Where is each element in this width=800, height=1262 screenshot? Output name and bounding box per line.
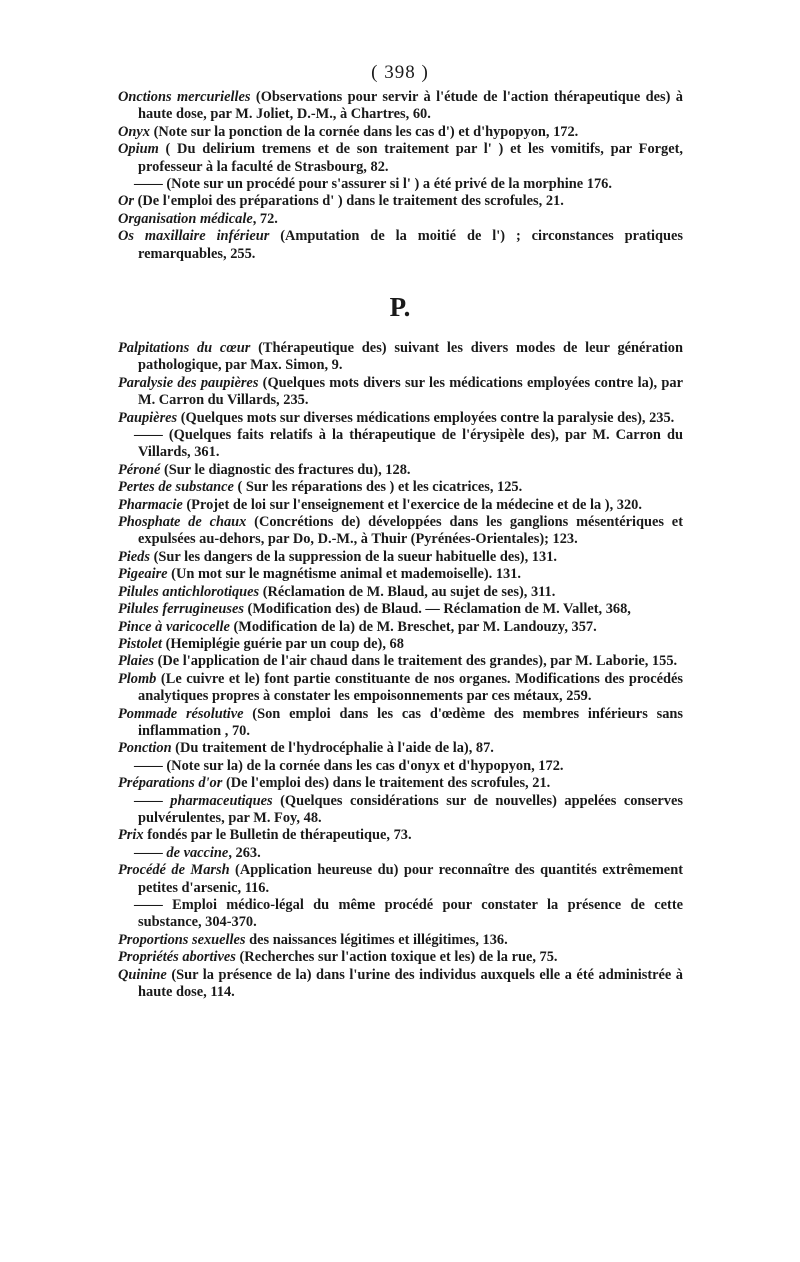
entry-term: Plomb (118, 670, 157, 687)
entry-text: fondés par le Bulletin de thérapeutique, 73. (143, 827, 412, 844)
entry-text: , 263. (228, 844, 261, 861)
index-entry (118, 967, 683, 1002)
index-entry (118, 827, 683, 844)
index-entry (118, 949, 683, 966)
index-entry (118, 427, 683, 462)
entry-term: Onctions mercurielles (118, 89, 251, 105)
entry-term: Or (118, 193, 134, 210)
entry-term: Palpitations du cœur (118, 340, 251, 356)
ditto-dash: —— (134, 427, 163, 444)
entry-text: (Du traitement de l'hydrocéphalie à l'aide de la), 87. (171, 740, 494, 757)
entry-term: Pharmacie (118, 496, 183, 513)
entry-term: de vaccine (166, 844, 229, 861)
index-entry (118, 862, 683, 897)
entry-text: (Son emploi dans les cas d'œdème des membres inférieurs sans inflammation , 70. (138, 705, 683, 739)
entry-term: pharmaceutiques (170, 792, 273, 809)
entry-text: (Quelques mots divers sur les médications employées contre la), par M. Carron du Villards, 235. (138, 374, 683, 409)
entry-term: Plaies (118, 653, 154, 670)
index-entry (118, 375, 683, 410)
index-entry (118, 141, 683, 176)
entry-term: Paupières (118, 409, 178, 426)
index-entry (118, 462, 683, 479)
index-entries-p (118, 340, 683, 1001)
index-entry (118, 932, 683, 949)
entry-text: (Hemiplégie guérie par un coup de), 68 (161, 635, 404, 652)
entry-term: Péroné (118, 461, 161, 478)
index-entry (118, 671, 683, 706)
entry-text: (Sur la présence de la) dans l'urine des individus auxquels elle a été administrée à haute dose, 114. (138, 966, 683, 1001)
entry-text: (Application heureuse du) pour reconnaître des quantités extrêmement petites d'arsenic, 116. (138, 862, 683, 896)
entry-term: Os maxillaire inférieur (118, 228, 270, 245)
entry-term: Ponction (118, 740, 172, 757)
index-entry (118, 584, 683, 601)
entry-text: (Amputation de la moitié de l') ; circonstances pratiques remarquables, 255. (138, 228, 684, 262)
entry-text: des naissances légitimes et illégitimes, 136. (245, 931, 508, 948)
entry-text: (Modification des) de Blaud. — Réclamation de M. Vallet, 368, (243, 601, 631, 618)
index-entry (118, 497, 683, 514)
ditto-dash: —— (134, 757, 163, 774)
index-entry (118, 740, 683, 757)
entry-term: Onyx (118, 123, 150, 140)
entry-term: Proportions sexuelles (118, 931, 246, 948)
entry-text: (Thérapeutique des) suivant les divers modes de leur génération pathologique, par Max. Simon, 9. (138, 340, 683, 374)
index-entry (118, 124, 683, 141)
entry-term: Phosphate de chaux (118, 514, 247, 531)
entry-text: (De l'emploi des) dans le traitement des scrofules, 21. (222, 775, 551, 792)
entry-text: (Note sur la ponction de la cornée dans les cas d') et d'hypopyon, 172. (149, 123, 579, 140)
entry-term: Préparations d'or (118, 775, 223, 792)
index-entry (118, 636, 683, 653)
index-entry (118, 601, 683, 618)
entry-term: Paralysie des paupières (118, 374, 259, 391)
entry-text: ( Sur les réparations des ) et les cicatrices, 125. (233, 479, 523, 496)
entry-text: (Concrétions de) développées dans les ganglions mésentériques et expulsées au-dehors, par Do, D.-M., à Thuir (Pyrénées-Orientales); 123. (138, 514, 683, 548)
entry-text: Emploi médico-légal du même procédé pour constater la présence de cette substance, 304-370. (138, 897, 683, 931)
index-entry (118, 706, 683, 741)
entry-text: (Note sur un procédé pour s'assurer si l' ) a été privé de la morphine 176. (166, 176, 612, 193)
index-entries-o (118, 89, 683, 263)
entry-term: Organisation médicale (118, 210, 253, 227)
entry-text: (Quelques faits relatifs à la thérapeutique de l'érysipèle des), par M. Carron du Villards, 361. (138, 427, 683, 461)
index-entry (118, 340, 683, 375)
entry-term: Prix (118, 827, 144, 844)
entry-text: , 72. (252, 210, 278, 227)
entry-text: (Un mot sur le magnétisme animal et mademoiselle). 131. (167, 566, 522, 583)
entry-text: (Note sur la) de la cornée dans les cas d'onyx et d'hypopyon, 172. (166, 757, 564, 774)
entry-term: Pistolet (118, 635, 162, 652)
index-entry (118, 897, 683, 932)
entry-text: (Modification de la) de M. Breschet, par M. Landouzy, 357. (229, 618, 597, 635)
entry-term: Quinine (118, 966, 167, 983)
entry-text: (Quelques mots sur diverses médications employées contre la paralysie des), 235. (177, 409, 675, 426)
index-entry (118, 193, 683, 210)
entry-text: (Observations pour servir à l'étude de l'action thérapeutique des) à haute dose, par M. Joliet, D.-M., à Chartres, 60. (138, 89, 683, 123)
entry-term: Propriétés abortives (118, 949, 236, 966)
entry-text: (Sur les dangers de la suppression de la sueur habituelle des), 131. (149, 548, 557, 565)
entry-term: Opium (118, 141, 159, 158)
entry-text: (Projet de loi sur l'enseignement et l'exercice de la médecine et de la ), 320. (182, 496, 642, 513)
index-entry (118, 845, 683, 862)
entry-text: (Quelques considérations sur de nouvelles) appelées conserves pulvérulentes, par M. Foy, 48. (138, 792, 683, 826)
entry-text: (Réclamation de M. Blaud, au sujet de ses), 311. (259, 583, 556, 600)
entry-text: (Recherches sur l'action toxique et les) de la rue, 75. (235, 949, 558, 966)
entry-term: Pilules ferrugineuses (118, 601, 244, 618)
entry-term: Pieds (118, 548, 150, 565)
index-entry (118, 89, 683, 124)
index-entry (118, 176, 683, 193)
entry-term: Pigeaire (118, 566, 168, 583)
section-letter: P. (389, 292, 411, 322)
entry-text: (De l'application de l'air chaud dans le traitement des grandes), par M. Laborie, 155. (153, 653, 678, 670)
ditto-dash: —— (134, 176, 163, 193)
ditto-dash: —— (134, 844, 163, 861)
entry-text: (De l'emploi des préparations d' ) dans le traitement des scrofules, 21. (134, 193, 564, 210)
index-entry (118, 228, 683, 263)
index-entry (118, 479, 683, 496)
entry-text: ( Du delirium tremens et de son traitement par l' ) et les vomitifs, par Forget, professeur à la faculté de Strasbourg, 82. (138, 141, 683, 175)
index-entry (118, 758, 683, 775)
entry-text: (Le cuivre et le) font partie constituante de nos organes. Modifications des procédés analytiques propres à constater les empoisonnements par ces métaux, 259. (138, 670, 683, 705)
ditto-dash: —— (134, 792, 163, 809)
entry-text: (Sur le diagnostic des fractures du), 128. (160, 461, 411, 478)
index-entry (118, 514, 683, 549)
index-entry (118, 775, 683, 792)
page-number: ( 398 ) (371, 62, 429, 83)
index-entry (118, 566, 683, 583)
entry-term: Procédé de Marsh (118, 862, 230, 879)
index-entry (118, 549, 683, 566)
index-entry (118, 793, 683, 828)
index-entry (118, 653, 683, 670)
index-entry (118, 211, 683, 228)
entry-term: Pertes de substance (118, 479, 234, 496)
entry-term: Pommade résolutive (118, 705, 244, 722)
entry-term: Pince à varicocelle (118, 618, 230, 635)
index-entry (118, 410, 683, 427)
index-entry (118, 619, 683, 636)
ditto-dash: —— (134, 897, 163, 913)
entry-term: Pilules antichlorotiques (118, 583, 260, 600)
